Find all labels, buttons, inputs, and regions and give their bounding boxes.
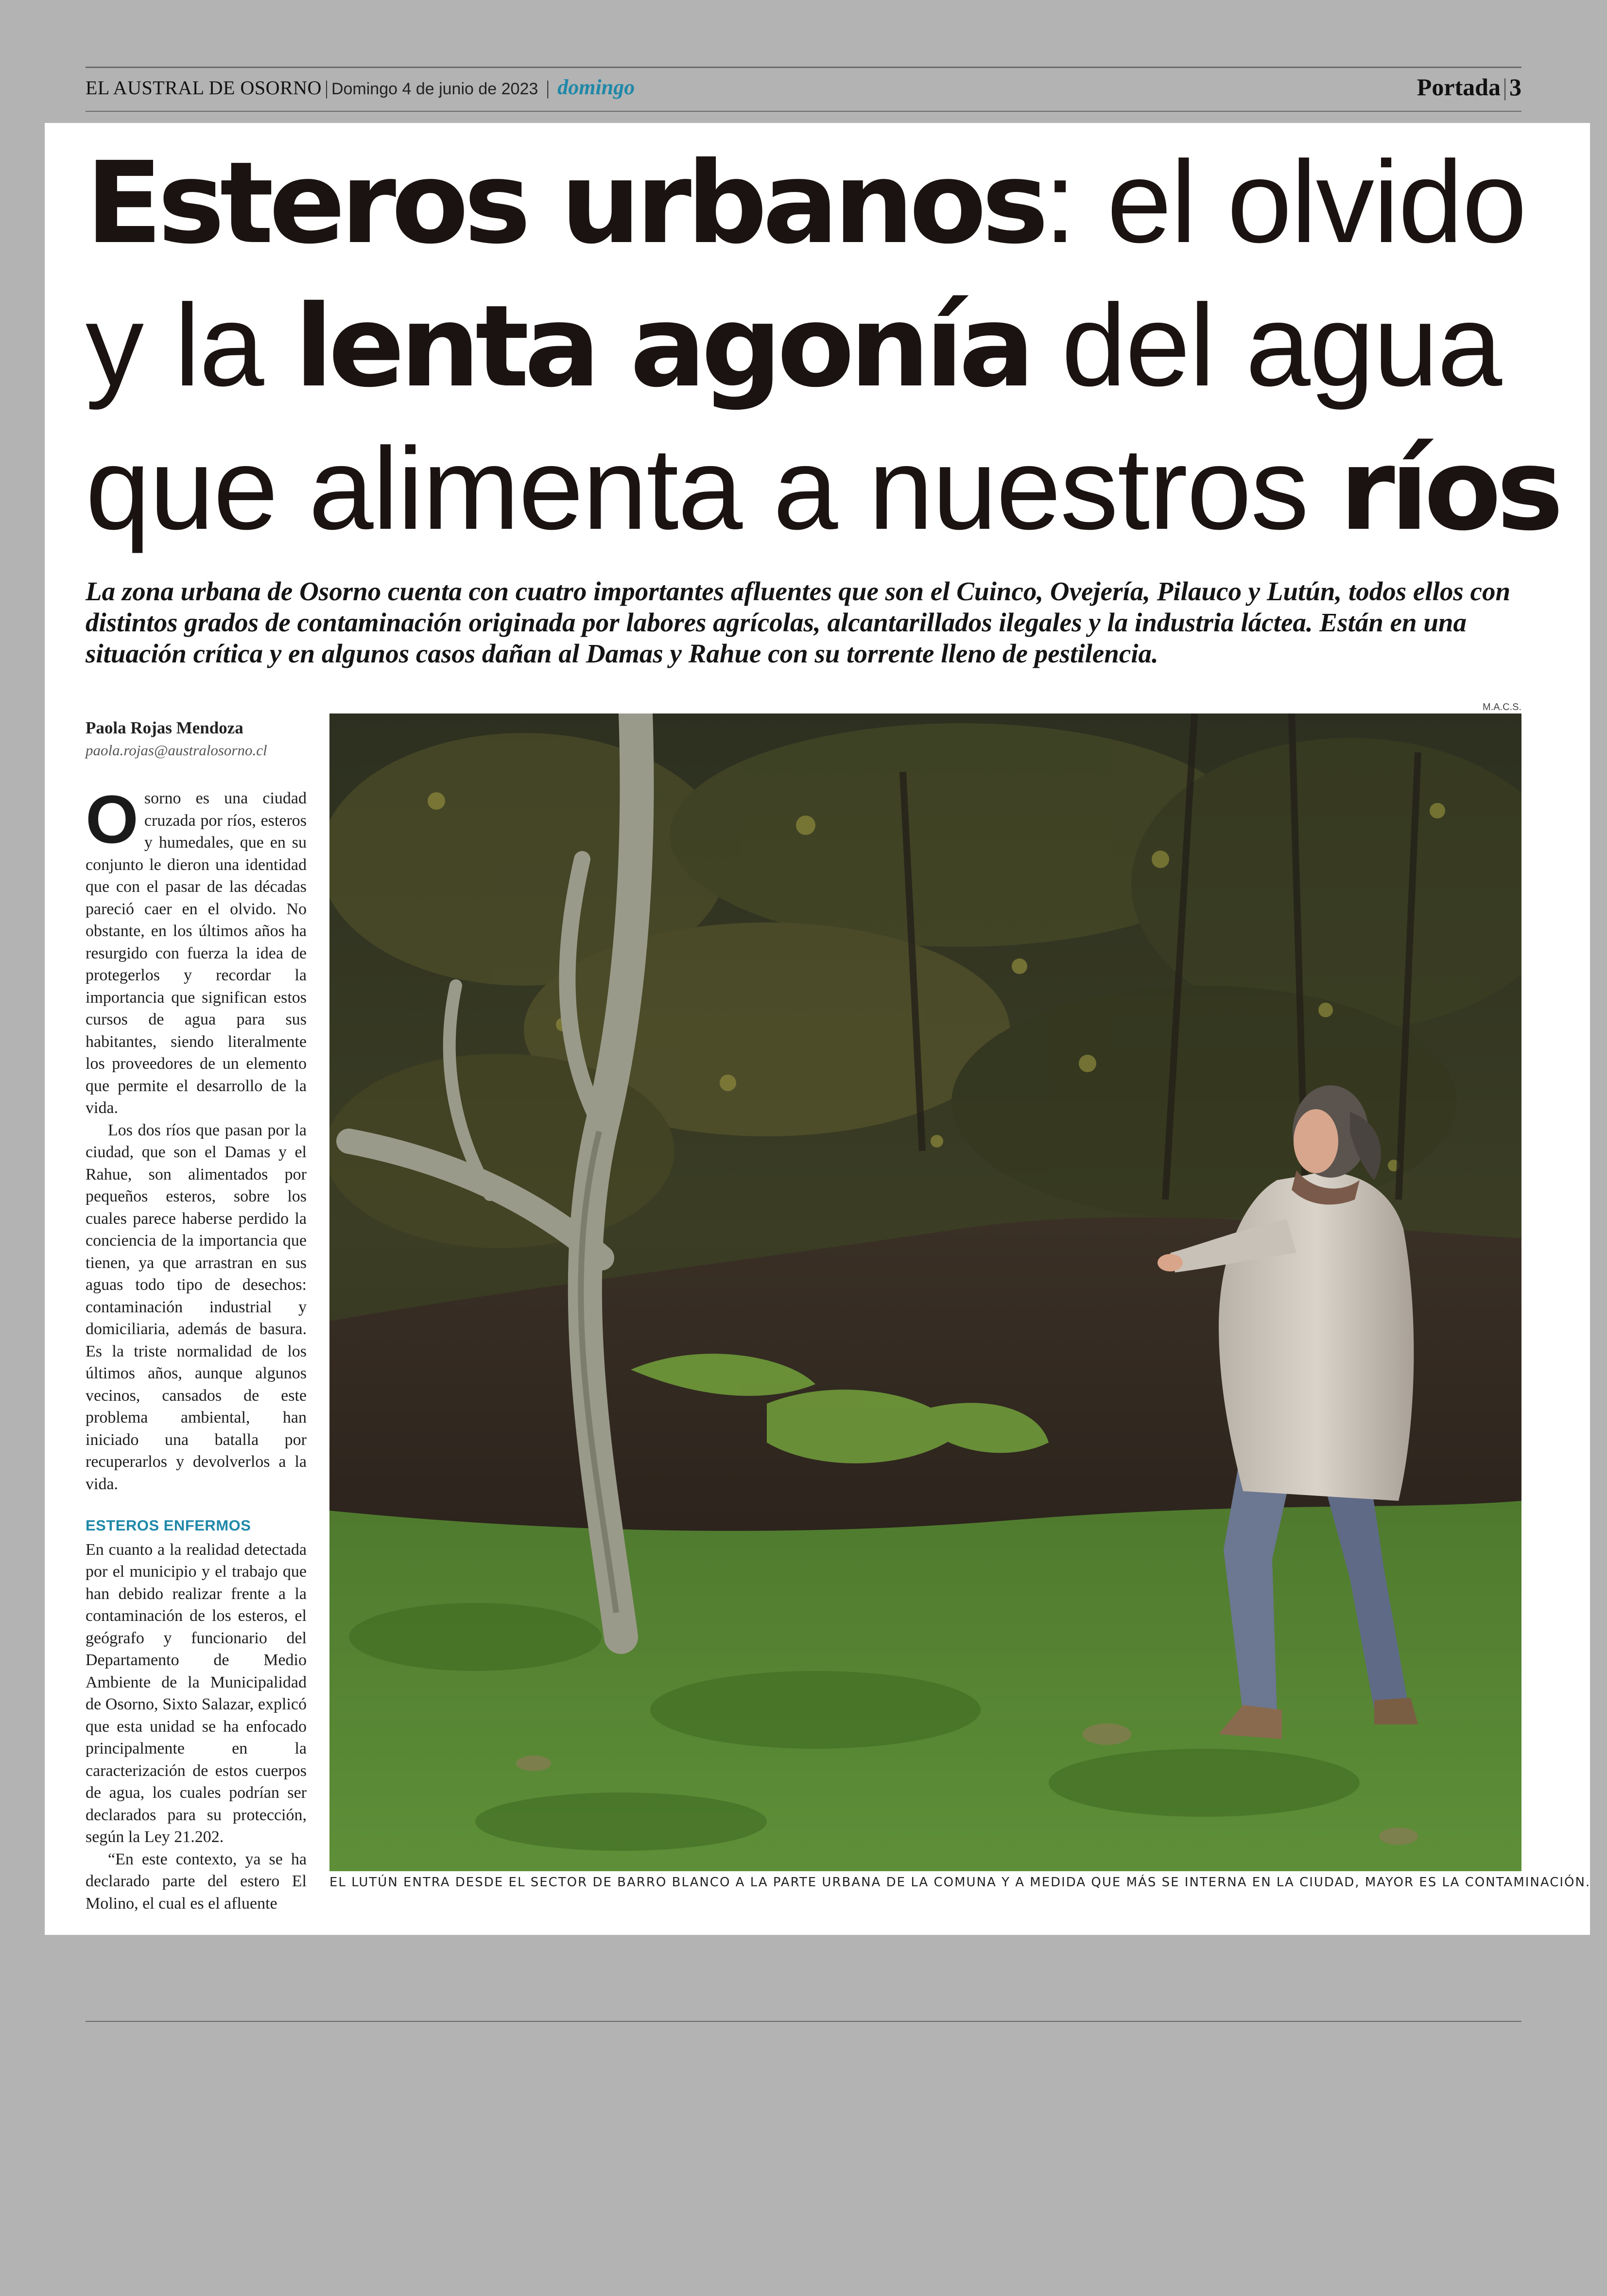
headline-light: y la bbox=[86, 280, 295, 410]
photo-caption: EL LUTÚN ENTRA DESDE EL SECTOR DE BARRO BLANCO A LA PARTE URBANA DE LA COMUNA Y A MEDIDA QUE MÁS SE INTERNA EN LA CIUDAD, MAYOR ES LA CONTAMINACIÓN. bbox=[329, 1875, 1591, 1890]
stream-photo-illustration bbox=[329, 713, 1521, 1871]
headline-line-2 bbox=[86, 275, 1524, 418]
headline-light: del agua bbox=[1030, 280, 1502, 410]
headline-bold: ríos bbox=[1339, 424, 1559, 556]
body-paragraph-text: sorno es una ciudad cruzada por ríos, esteros y humedales, que en su conjunto le dieron una identidad que con el pasar de las décadas pareció caer en el olvido. No obstante, en los últimos años ha resurgido con fuerza la idea de protegerlos y recordar la importancia que significan estos cursos de agua para sus habitantes, siendo literalmente los proveedores de un elemento que permite el desarrollo de la vida. bbox=[86, 789, 307, 1117]
publication-date: Domingo 4 de junio de 2023 bbox=[331, 80, 538, 98]
headline-bold: Esteros urbanos bbox=[86, 138, 1044, 269]
article-deck: La zona urbana de Osorno cuenta con cuatro importantes afluentes que son el Cuinco, Ovejería, Pilauco y Lutún, todos ellos con distintos grados de contaminación originada por labores agrícolas, alcantarillados ilegales y la industria láctea. Están en una situación crítica y en algunos casos dañan al Damas y Rahue con su torrente lleno de pestilencia. bbox=[86, 576, 1511, 668]
author-name: Paola Rojas Mendoza bbox=[86, 718, 243, 737]
headline-line-1 bbox=[86, 131, 1524, 275]
headline-light: : el olvido bbox=[1044, 137, 1526, 267]
author-email[interactable]: paola.rojas@australosorno.cl bbox=[86, 742, 267, 759]
page-number: 3 bbox=[1509, 73, 1521, 101]
headline-line-3 bbox=[86, 418, 1559, 561]
section-subhead: ESTEROS ENFERMOS bbox=[86, 1517, 251, 1534]
body-paragraph: “En este contexto, ya se ha declarado parte del estero El Molino, el cual es el afluente bbox=[86, 1850, 307, 1913]
separator: | bbox=[541, 77, 555, 99]
running-head-right bbox=[1417, 73, 1521, 101]
headline-light: que alimenta a nuestros bbox=[86, 423, 1340, 554]
byline bbox=[86, 718, 304, 759]
drop-cap: O bbox=[86, 781, 138, 857]
page-section: Portada bbox=[1417, 73, 1501, 101]
headline bbox=[86, 131, 1559, 561]
article-photo bbox=[329, 713, 1521, 1871]
separator: | bbox=[1502, 73, 1507, 101]
body-paragraph bbox=[86, 781, 307, 1119]
body-paragraph: En cuanto a la realidad detectada por el municipio y el trabajo que han debido realizar frente a la contaminación de los esteros, el geógrafo y funcionario del Departamento de Medio Ambiente de la Municipalidad de Osorno, Sixto Salazar, explicó que esta unidad se ha enfocado principalmente en la caracterización de estos cuerpos de agua, los cuales podrían ser declarados para su protección, según la Ley 21.202. bbox=[86, 1540, 307, 1846]
header-top-rule bbox=[86, 67, 1521, 68]
section-name: domingo bbox=[557, 75, 635, 99]
running-head bbox=[86, 73, 1521, 100]
separator: | bbox=[324, 77, 328, 99]
body-paragraph: Los dos ríos que pasan por la ciudad, que son el Damas y el Rahue, son alimentados por pequeños esteros, sobre los cuales parece haberse perdido la conciencia de la importancia que tienen, ya que arrastran en sus aguas todo tipo de desechos: contaminación industrial y domiciliaria, además de basura. Es la triste normalidad de los últimos años, aunque algunos vecinos, cansados de este problema ambiental, han iniciado una batalla por recuperarlos y devolverlos a la vida. bbox=[86, 1121, 307, 1493]
footer-rule bbox=[86, 2021, 1521, 2022]
running-head-left bbox=[86, 75, 635, 100]
photo-credit: M.A.C.S. bbox=[1482, 702, 1521, 713]
publication-name: EL AUSTRAL DE OSORNO bbox=[86, 77, 322, 99]
headline-bold: lenta agonía bbox=[294, 281, 1030, 412]
article-body bbox=[86, 781, 307, 1914]
header-bottom-rule bbox=[86, 111, 1521, 112]
